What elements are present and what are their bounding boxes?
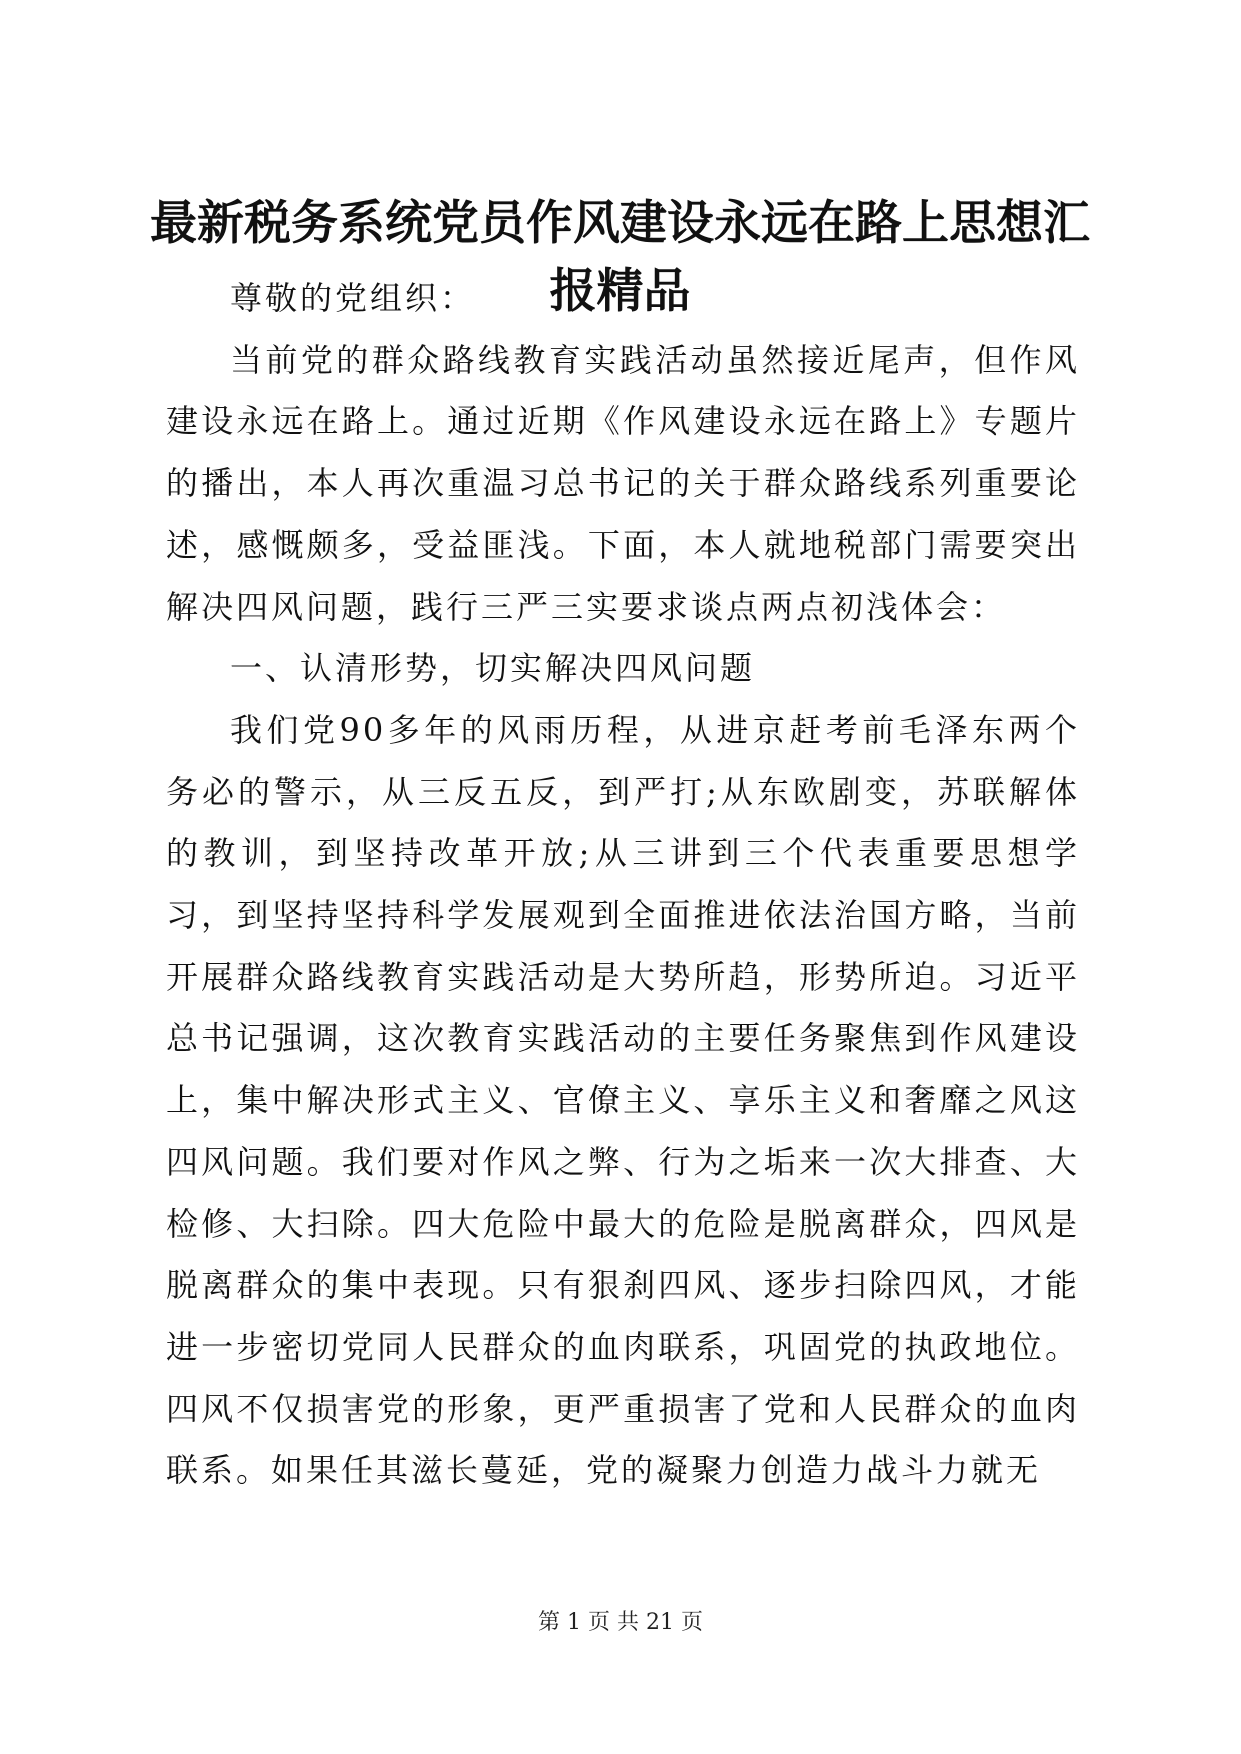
- section-heading: 一、认清形势，切实解决四风问题: [230, 649, 756, 688]
- document-title: 最新税务系统党员作风建设永远在路上思想汇报精品: [150, 196, 1090, 319]
- page-number-footer: 第 1 页 共 21 页: [538, 1610, 703, 1635]
- salutation-paragraph: 尊敬的党组织：: [230, 279, 476, 317]
- body-paragraph: 我们党90多年的风雨历程，从进京赶考前毛泽东两个务必的警示，从三反五反，到严打;从东欧剧变，苏联解体的教训，到坚持改革开放;从三讲到三个代表重要思想学习，到坚持坚持科学发展观到全面推进依法治国方略，当前开展群众路线教育实践活动是大势所趋，形势所迫。习近平总书记强调，这次教育实践活动的主要任务聚焦到作风建设上，集中解决形式主义、官僚主义、享乐主义和奢靡之风这四风问题。我们要对作风之弊、行为之垢来一次大排查、大检修、大扫除。四大危险中最大的危险是脱离群众，四风是脱离群众的集中表现。只有狠刹四风、逐步扫除四风，才能进一步密切党同人民群众的血肉联系，巩固党的执政地位。四风不仅损害党的形象，更严重损害了党和人民群众的血肉联系。如果任其滋长蔓延，党的凝聚力创造力战斗力就无: [166, 710, 1080, 1490]
- document-body: [166, 268, 1080, 1502]
- intro-paragraph: 当前党的群众路线教育实践活动虽然接近尾声，但作风建设永远在路上。通过近期《作风建设永远在路上》专题片的播出，本人再次重温习总书记的关于群众路线系列重要论述，感慨颇多，受益匪浅。下面，本人就地税部门需要突出解决四风问题，践行三严三实要求谈点两点初浅体会：: [166, 340, 1080, 626]
